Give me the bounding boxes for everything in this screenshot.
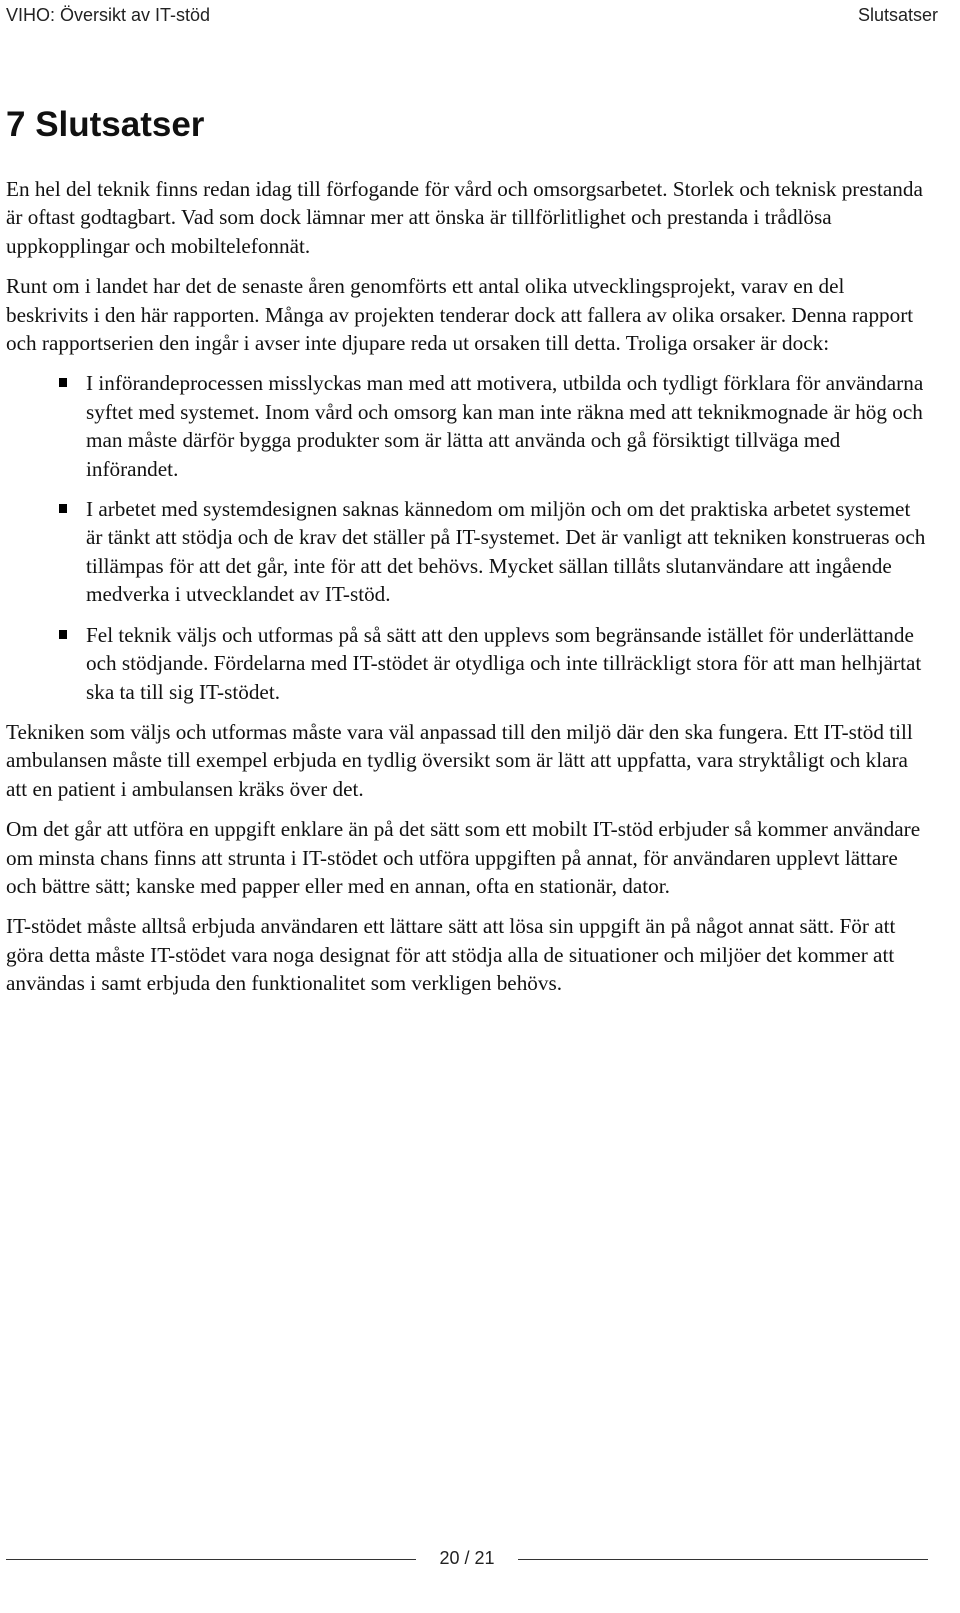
list-item-text: I införandeprocessen misslyckas man med att motivera, utbilda och tydligt förklara för användarna syftet med systemet. Inom vård och omsorg kan man inte räkna med att teknikmognade är hög och man måste därför bygga produkter som är lätta att använda och gå försiktigt tillväga med införandet. — [86, 371, 924, 481]
running-header — [6, 2, 938, 28]
square-bullet-icon — [59, 504, 67, 513]
square-bullet-icon — [59, 378, 67, 387]
chapter-title: 7 Slutsatser — [6, 105, 205, 144]
paragraph-conclusion: IT-stödet måste alltså erbjuda användaren ett lättare sätt att lösa sin uppgift än på något annat sätt. För att göra detta måste IT-stödet vara noga designat för att stödja alla de situationer och miljöer det kommer att användas i samt erbjuda den funktionalitet som verkligen behövs. — [6, 914, 896, 996]
paragraph-intro: En hel del teknik finns redan idag till förfogande för vård och omsorgsarbetet. Storlek och teknisk prestanda är oftast godtagbart. Vad som dock lämnar mer att önska är tillförlitlighet och prestanda i trådlösa uppkopplingar och mobiltelefonnät. — [6, 177, 923, 258]
list-item — [6, 369, 930, 483]
list-item — [6, 621, 930, 706]
paragraph-projects: Runt om i landet har det de senaste åren genomförts ett antal olika utvecklingsprojekt, varav en del beskrivits i den här rapporten. Många av projekten tenderar dock att fallera av olika orsaker. Denna rapport och rapportserien den ingår i avser inte djupare reda ut orsaken till detta. Troliga orsaker är dock: — [6, 274, 914, 356]
body-text — [6, 175, 930, 1010]
section-name: Slutsatser — [857, 5, 938, 25]
page-footer — [6, 1540, 930, 1580]
square-bullet-icon — [59, 630, 67, 639]
list-item-text: Fel teknik väljs och utformas på så sätt att den upplevs som begränsande istället för underlättande och stödjande. Fördelarna med IT-stödet är otydliga och inte tillräckligt stora för att man helhjärtat ska ta till sig IT-stödet. — [86, 622, 922, 704]
paragraph-technology: Tekniken som väljs och utformas måste vara väl anpassad till den miljö där den ska fungera. Ett IT-stöd till ambulansen måste till exempel erbjuda en tydlig översikt som är lätt att uppfatta, vara stryktåligt och klara att en patient i ambulansen kräks över det. — [6, 719, 913, 801]
document-title: VIHO: Översikt av IT-stöd — [6, 5, 211, 25]
page-number: 20 / 21 — [439, 1548, 495, 1568]
footer-rule-left — [6, 1559, 416, 1560]
footer-rule-right — [518, 1559, 928, 1560]
list-item-text: I arbetet med systemdesignen saknas kännedom om miljön och om det praktiska arbetet systemet är tänkt att stödja och de krav det ställer på IT-systemet. Det är vanligt att tekniken konstrueras och tillämpas för att det går, inte för att det behövs. Mycket sällan tillåts slutanvändare att ingående medverka i utvecklandet av IT-stöd. — [86, 497, 926, 607]
reasons-list — [6, 369, 930, 705]
list-item — [6, 495, 930, 609]
paragraph-simplicity: Om det går att utföra en uppgift enklare än på det sätt som ett mobilt IT-stöd erbjuder så kommer användare om minsta chans finns att strunta i IT-stödet och utföra uppgiften på annat, för användaren upplevt lättare och bättre sätt; kanske med papper eller med en annan, ofta en stationär, dator. — [6, 817, 921, 898]
